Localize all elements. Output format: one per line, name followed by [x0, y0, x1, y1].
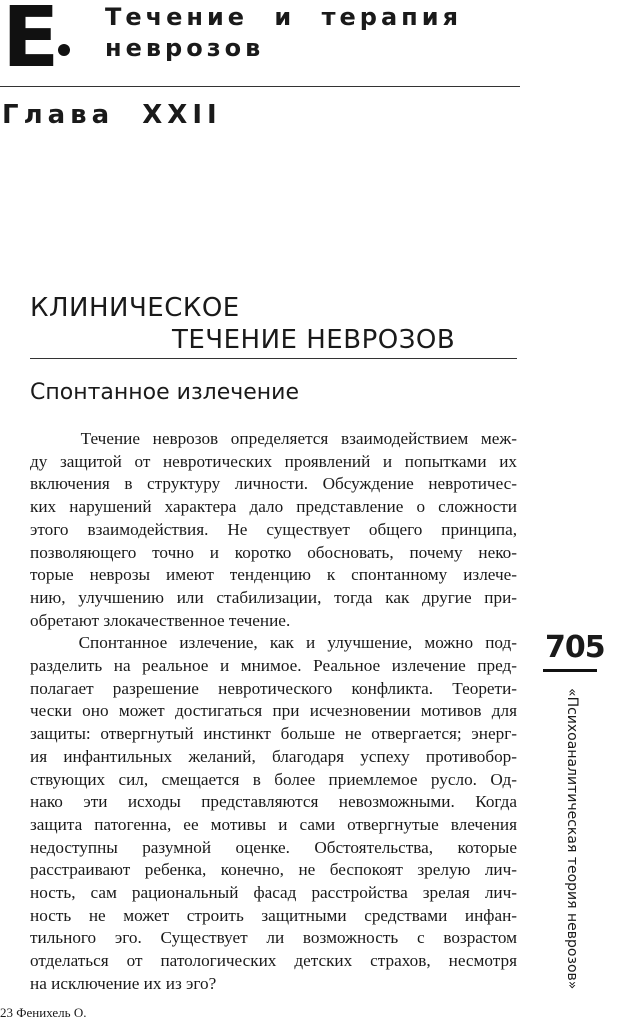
body-line: чески оно может достигаться при исчезновении мотивов для [30, 701, 517, 721]
part-letter: E [2, 0, 58, 86]
top-rule [0, 86, 520, 87]
body-line: недоступны разумной оценке. Обстоятельства, которые [30, 837, 517, 857]
part-title-line: неврозов [105, 34, 265, 62]
body-line: отделаться от патологических детских страхов, несмотря [30, 951, 517, 971]
body-line: полагает разрешение невротического конфликта. Теорети- [30, 678, 517, 698]
running-head: «Психоаналитическая теория неврозов» [564, 688, 580, 990]
part-bullet-icon [58, 44, 70, 56]
section-rule [30, 358, 517, 359]
section-title-line: ТЕЧЕНИЕ НЕВРОЗОВ [172, 325, 456, 355]
part-title [105, 2, 462, 64]
footer-signature: 23 Фенихель О. [0, 1005, 87, 1020]
body-line: разделить на реальное и мнимое. Реальное излечение пред- [30, 656, 517, 676]
section-title [30, 292, 455, 356]
page-number: 705 [545, 630, 605, 665]
part-title-line: Течение и терапия [105, 3, 462, 31]
section-title-line: КЛИНИЧЕСКОЕ [30, 293, 240, 323]
body-line: защита патогенна, ее мотивы и сами отвергнутые влечения [30, 814, 517, 834]
body-line: позволяющего точно и коротко обосновать, почему неко- [30, 542, 517, 562]
body-line: расстраивают ребенка, конечно, не беспокоят зрелую лич- [30, 860, 517, 880]
body-line: ность, сам рациональный фасад расстройства зрелая лич- [30, 883, 517, 903]
chapter-heading: Глава XXII [2, 100, 222, 130]
body-line: обретают злокачественное течение. [30, 610, 291, 630]
body-line: ких нарушений характера дало представление о сложности [30, 497, 517, 517]
body-line: ду защитой от невротических проявлений и попытками их [30, 451, 517, 471]
subsection-title: Спонтанное излечение [30, 380, 299, 405]
page-number-rule [543, 669, 597, 672]
body-line: ность не может строить защитными средствами инфан- [30, 905, 517, 925]
body-line: нию, улучшению или стабилизации, тогда как другие при- [30, 587, 517, 607]
body-line: Течение неврозов определяется взаимодействием меж- [30, 429, 517, 448]
body-line: торые неврозы имеют тенденцию к спонтанному излече- [30, 565, 517, 585]
body-line: защиты: отвергнутый инстинкт больше не отвергается; энерг- [30, 724, 517, 744]
body-line: ия инфантильных желаний, благодаря успеху противобор- [30, 746, 517, 766]
body-line: тильного эго. Существует ли возможность с возрастом [30, 928, 517, 948]
body-line: нако эти исходы представляются невозможными. Когда [30, 792, 517, 812]
body-line: ствующих сил, смещается в более приемлемое русло. Од- [30, 769, 517, 789]
body-line: на исключение их из эго? [30, 973, 217, 993]
body-line: Спонтанное излечение, как и улучшение, можно под- [30, 633, 517, 653]
body-line: включения в структуру личности. Обсуждение невротичес- [30, 474, 517, 494]
body-text [30, 428, 517, 996]
body-line: этого взаимодействия. Не существует общего принципа, [30, 519, 517, 539]
